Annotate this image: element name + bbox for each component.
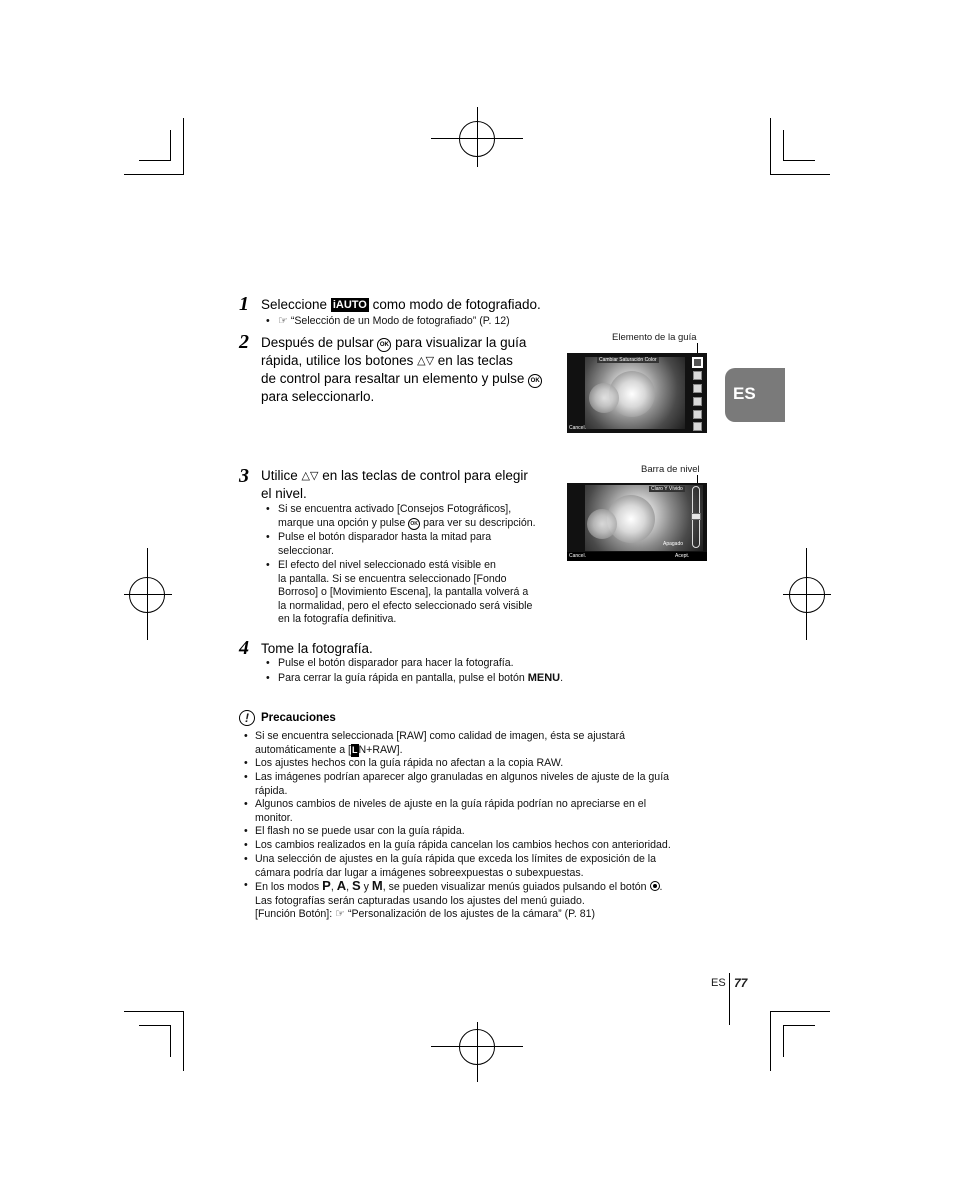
large-size-icon: L	[351, 744, 359, 758]
screen-off-label: Apagado	[663, 541, 684, 547]
mode-s-label: S	[351, 878, 361, 893]
level-bar-handle	[691, 513, 701, 520]
page-reference-icon: ☞	[278, 315, 288, 327]
language-tab-label: ES	[733, 384, 756, 403]
step-3-text: Utilice △▽ en las teclas de control para elegir el nivel.	[261, 468, 528, 501]
caution-item-6: • Los cambios realizados en la guía rápida cancelan los cambios hechos con anterioridad.	[244, 839, 671, 851]
caution-item-7: • Una selección de ajustes en la guía rápida que exceda los límites de exposición de la cámara podría dar lugar a imágenes sobreexpuestas o subexpuestas.	[244, 853, 657, 879]
mode-a-label: A	[336, 878, 347, 893]
ok-button-icon: OK	[528, 374, 542, 388]
record-button-icon	[650, 881, 660, 891]
camera-screen-guide	[567, 353, 707, 433]
camera-screen-level	[567, 483, 707, 561]
page-number: 77	[734, 976, 748, 990]
screen-banner: Claro Y Vívido	[651, 486, 683, 492]
step-1-bullet: • ☞ “Selección de un Modo de fotografiado” (P. 12)	[266, 315, 510, 327]
menu-button-label: MENU	[527, 672, 561, 684]
up-down-arrows-icon: △▽	[301, 470, 319, 482]
step-2-text: Después de pulsar OK para visualizar la guía rápida, utilice los botones △▽ en las teclas de control para resaltar un elemento y pulse OK para seleccionarlo.	[261, 334, 542, 405]
screen-cancel-label: Cancel.	[569, 553, 586, 559]
step-1-text: Seleccione iAUTO como modo de fotografiado.	[261, 297, 541, 312]
caution-item-2: • Los ajustes hechos con la guía rápida no afectan a la copia RAW.	[244, 757, 564, 769]
caution-item-5: • El flash no se puede usar con la guía rápida.	[244, 825, 465, 837]
screen-accept-label: Acept.	[675, 553, 690, 559]
up-down-arrows-icon: △▽	[417, 355, 435, 367]
step-4-bullet-2: • Para cerrar la guía rápida en pantalla, pulse el botón MENU.	[266, 672, 564, 684]
mode-m-label: M	[371, 878, 383, 893]
step-4-number: 4	[239, 637, 249, 659]
caution-icon: !	[239, 710, 255, 726]
caution-item-3: • Las imágenes podrían aparecer algo granuladas en algunos niveles de ajuste de la guía rápida.	[244, 771, 670, 797]
step-3-bullet-2: • Pulse el botón disparador hasta la mitad para seleccionar.	[266, 531, 492, 557]
step-1-number: 1	[239, 293, 249, 315]
step-4-bullet-1: • Pulse el botón disparador para hacer la fotografía.	[266, 657, 514, 669]
footer-language: ES	[711, 977, 726, 989]
language-tab	[725, 368, 785, 422]
step-3-bullet-3: • El efecto del nivel seleccionado está visible en la pantalla. Si se encuentra seleccionado [Fondo Borroso] o [Movimiento Escena], la pantalla volverá a la normalidad, pero el efecto seleccionado será visible en la fotografía definitiva.	[266, 559, 533, 625]
iauto-mode-icon: iAUTO	[332, 299, 367, 311]
step-3-number: 3	[239, 465, 249, 487]
ok-button-icon: OK	[408, 518, 420, 530]
step-2-number: 2	[239, 331, 249, 353]
caution-item-1: • Si se encuentra seleccionada [RAW] como calidad de imagen, ésta se ajustará automáticamente a [LN+RAW].	[244, 730, 625, 756]
figure-label-guide-item: Elemento de la guía	[612, 332, 697, 343]
step-4-text: Tome la fotografía.	[261, 641, 373, 656]
page-reference-icon: ☞	[335, 908, 345, 920]
caution-item-4: • Algunos cambios de niveles de ajuste en la guía rápida podrían no apreciarse en el monitor.	[244, 798, 647, 824]
cautions-title: Precauciones	[261, 712, 336, 724]
screen-cancel-label: Cancel.	[569, 425, 586, 431]
figure-label-level-bar: Barra de nivel	[641, 464, 700, 475]
screen-banner: Cambiar Saturación Color	[599, 357, 657, 363]
mode-p-label: P	[322, 878, 331, 893]
caution-item-8: • En los modos P, A, S y M, se pueden visualizar menús guiados pulsando el botón . Las fotografías serán capturadas usando los ajustes del menú guiado. [Función Botón]: ☞ “Personalización de los ajustes de la cámara” (P. 81)	[244, 878, 663, 920]
step-3-bullet-1: • Si se encuentra activado [Consejos Fotográficos], marque una opción y pulse OK para ver su descripción.	[266, 503, 536, 529]
ok-button-icon: OK	[377, 338, 391, 352]
